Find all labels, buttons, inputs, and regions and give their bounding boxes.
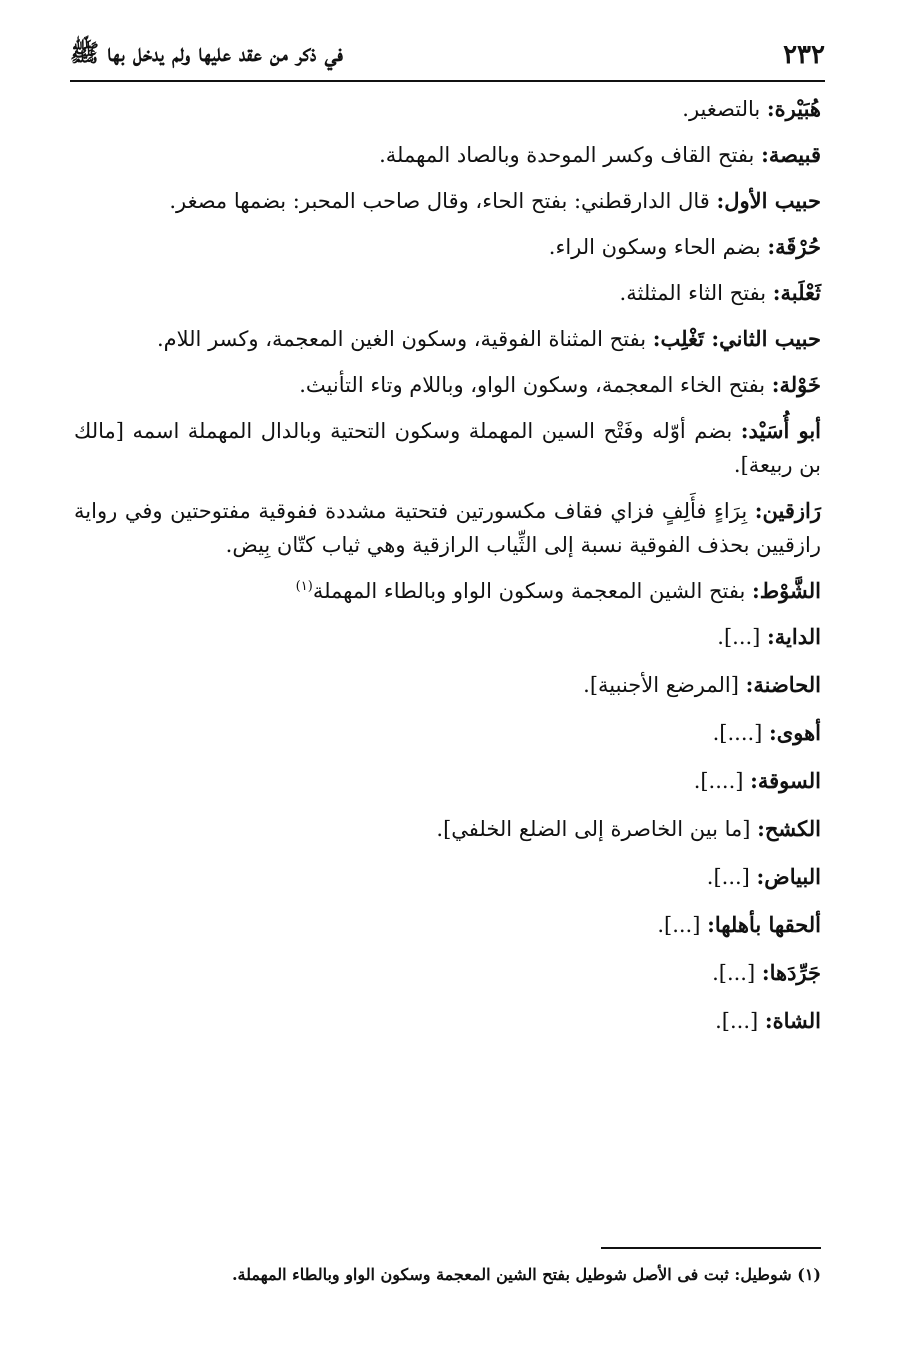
glossary-entry <box>74 1004 821 1038</box>
entry-term: ثَعْلَبة: <box>772 280 821 305</box>
entry-definition: [...]. <box>717 625 768 649</box>
entry-term: خَوْلة: <box>771 372 821 397</box>
glossary-entry <box>74 764 821 798</box>
entry-definition: بِرَاءٍ فأَلِفٍ فزاي فقاف مكسورتين فتحتية مشددة ففوقية مفتوحتين وفي رواية رازقيين بحذف الفوقية نسبة إلى الثِّياب الرازقية وهي ثياب كتّان بِيض. <box>74 499 821 557</box>
entry-term: حبيب الأول: <box>716 188 821 213</box>
glossary-entry <box>74 368 821 402</box>
entry-term: أهوى: <box>769 720 821 745</box>
glossary-entry <box>74 668 821 702</box>
footnote-reference[interactable]: (١) <box>295 579 313 594</box>
header-divider <box>70 80 825 82</box>
short-entries-list <box>74 620 821 1038</box>
footnote-divider <box>601 1247 821 1249</box>
entry-definition: بفتح الخاء المعجمة، وسكون الواو، وباللام وتاء التأنيث. <box>299 373 772 397</box>
glossary-entry <box>74 574 821 608</box>
glossary-body <box>74 92 821 1052</box>
entry-definition: [ما بين الخاصرة إلى الضلع الخلفي]. <box>436 817 758 841</box>
glossary-entry <box>74 716 821 750</box>
glossary-entry <box>74 860 821 894</box>
glossary-entry <box>74 956 821 990</box>
glossary-entry <box>74 620 821 654</box>
entry-term: ألحقها بأهلها: <box>707 912 821 937</box>
glossary-entry <box>74 230 821 264</box>
entry-definition: بفتح الشين المعجمة وسكون الواو وبالطاء المهملة <box>312 579 752 603</box>
entry-term: الداية: <box>767 624 821 649</box>
entry-term: البياض: <box>756 864 821 889</box>
glossary-entry <box>74 494 821 562</box>
glossary-entry <box>74 322 821 356</box>
entry-definition: [...]. <box>706 865 757 889</box>
entry-term: حُرْقَة: <box>767 234 821 259</box>
entry-definition: بالتصغير. <box>682 97 767 121</box>
entry-definition: [...]. <box>712 961 762 985</box>
entry-term: جَرِّدَها: <box>761 960 821 985</box>
entry-definition: [...]. <box>657 913 708 937</box>
entry-definition: [المرضع الأجنبية]. <box>583 673 746 697</box>
entry-definition: بضم الحاء وسكون الراء. <box>548 235 768 259</box>
entry-term: السوقة: <box>750 768 821 793</box>
entry-definition: قال الدارقطني: بفتح الحاء، وقال صاحب المحبر: بضمها مصغر. <box>169 189 717 213</box>
entry-definition: [...]. <box>715 1009 765 1033</box>
entry-term: حبيب الثاني: تَغْلِب: <box>652 326 821 351</box>
glossary-entry <box>74 138 821 172</box>
entry-definition: بفتح الثاء المثلثة. <box>619 281 773 305</box>
glossary-entry <box>74 276 821 310</box>
entry-definition: بفتح المثناة الفوقية، وسكون الغين المعجمة، وكسر اللام. <box>156 327 653 351</box>
page-number: ٢٣٢ <box>783 40 825 70</box>
entry-definition: [....]. <box>712 721 770 745</box>
running-title: في ذكر من عقد عليها ولم يدخل بها ﷺ <box>70 37 343 67</box>
entry-term: رَازقين: <box>754 498 821 523</box>
glossary-entry <box>74 812 821 846</box>
entry-term: هُبَيْرة: <box>766 96 821 121</box>
entry-term: الشاة: <box>764 1008 821 1033</box>
entry-term: الشَّوْط: <box>752 578 821 603</box>
glossary-entry <box>74 92 821 126</box>
entry-definition: بضم أوّله وفَتْح السين المهملة وسكون التحتية وبالدال المهملة اسمه [مالك بن ربيعة]. <box>74 419 821 477</box>
entry-definition: بفتح القاف وكسر الموحدة وبالصاد المهملة. <box>379 143 762 167</box>
glossary-entry <box>74 184 821 218</box>
glossary-entry <box>74 908 821 942</box>
entry-term: قبيصة: <box>761 142 821 167</box>
entry-definition: [....]. <box>693 769 751 793</box>
footnote: (١) شوطيل: ثبت فى الأصل شوطيل بفتح الشين المعجمة وسكون الواو وبالطاء المهملة. <box>231 1265 821 1284</box>
entry-term: الحاضنة: <box>745 672 821 697</box>
entry-term: أبو أُسَيْد: <box>740 418 821 443</box>
glossary-entry <box>74 414 821 482</box>
entry-term: الكشح: <box>757 816 821 841</box>
page-header <box>70 34 825 76</box>
